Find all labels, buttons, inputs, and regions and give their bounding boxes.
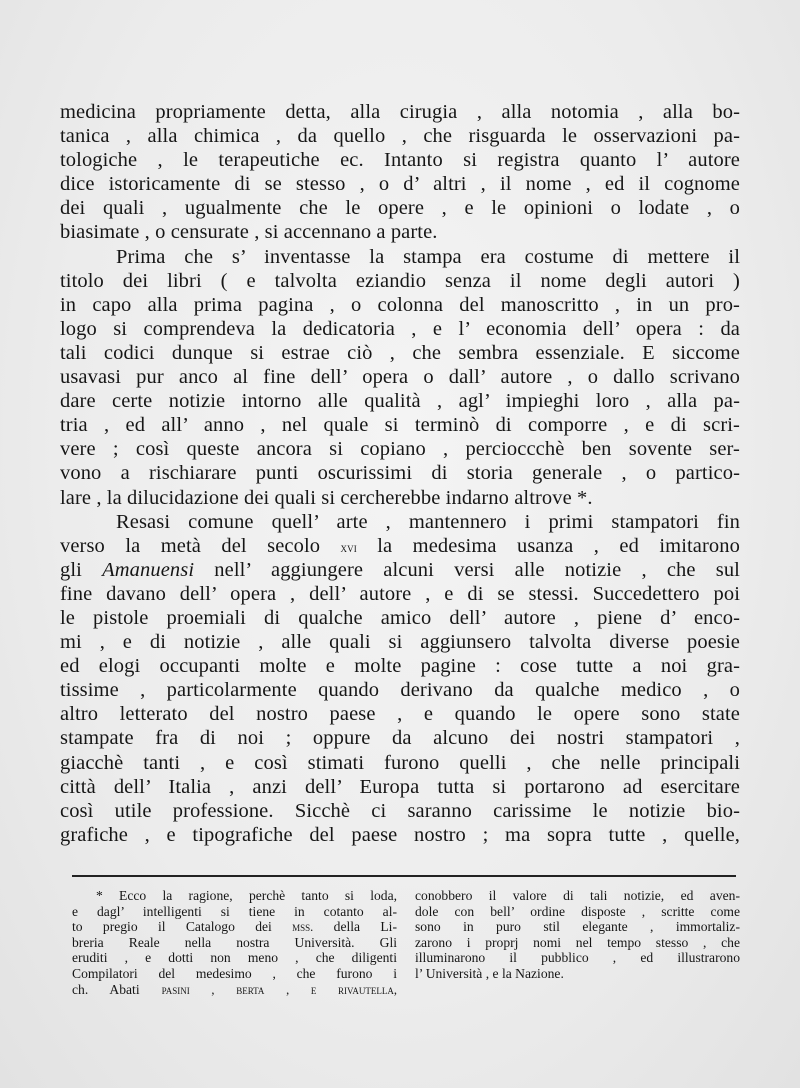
italic-word: Amanuensi: [102, 558, 195, 581]
footnote-line: breria Reale nella nostra Università. Gli: [72, 934, 397, 950]
text-line: città dell’ Italia , anzi dell’ Europa tutta si portarono ad esercitare: [60, 775, 740, 798]
text-line: tanica , alla chimica , da quello , che risguarda le osservazioni pa-: [60, 125, 740, 148]
text-line: giacchè tanti , e così stimati furono quelli , che nelle principali: [60, 751, 740, 774]
text-line: tria , ed all’ anno , nel quale si terminò di comporre , e di scri-: [60, 414, 740, 437]
abbreviation: mss.: [292, 920, 314, 935]
footnote-line: l’ Università , e la Nazione.: [415, 965, 564, 981]
footnote-line: [72, 982, 397, 998]
text-fragment: to pregio il Catalogo dei: [72, 919, 272, 935]
text-line: dei quali , ugualmente che le opere , e le opinioni o lodate , o: [60, 197, 740, 220]
text-fragment: verso la metà del secolo: [60, 534, 321, 557]
footnote-divider: [72, 875, 736, 877]
paragraph-start-line: Prima che s’ inventasse la stampa era costume di mettere il: [116, 245, 740, 268]
footnote-line: sono in puro stil elegante , immortaliz-: [415, 919, 740, 935]
footnote-line: dole con bell’ ordine disposte , scritte come: [415, 903, 740, 919]
text-line: medicina propriamente detta, alla cirugia , alla notomia , alla bo-: [60, 101, 740, 123]
text-line: stampate fra di noi ; oppure da alcuno dei nostri stampatori ,: [60, 727, 740, 750]
text-line: [60, 558, 740, 582]
text-line: vere ; così queste ancora si copiano , percioccchè ben sovente ser-: [60, 438, 740, 461]
footnote-line: * Ecco la ragione, perchè tanto si loda,: [96, 888, 397, 903]
footnote-line: eruditi , e dotti non meno , che diligenti: [72, 950, 397, 966]
author-names: pasini , berta , e rivautella,: [161, 982, 397, 997]
footnote-column-left: [72, 888, 397, 997]
text-fragment: della Li-: [333, 919, 397, 935]
text-line: così utile professione. Sicchè ci saranno carissime le notizie bio-: [60, 799, 740, 822]
text-fragment: nell’ aggiungere alcuni versi alle notizie , che sul: [214, 558, 740, 581]
text-line: ed elogi occupanti molte e molte pagine : cose tutte a noi gra-: [60, 655, 740, 678]
footnote-line: illuminarono il pubblico , ed illustrarono: [415, 950, 740, 966]
text-line: usavasi pur anco al fine dell’ opera o dall’ autore , o dallo scrivano: [60, 366, 740, 389]
text-line: lare , la dilucidazione dei quali si cercherebbe indarno altrove *.: [60, 486, 593, 509]
footnote-line: Compilatori del medesimo , che furono i: [72, 965, 397, 981]
text-line: tissime , particolarmente quando derivano da qualche medico , o: [60, 679, 740, 702]
footnote-line: zarono i proprj nomi nel tempo stesso , che: [415, 934, 740, 950]
text-fragment: la medesima usanza , ed imitarono: [377, 534, 740, 557]
text-line: le pistole proemiali di qualche amico dell’ autore , piene d’ enco-: [60, 606, 740, 629]
text-fragment: ch. Abati: [72, 981, 140, 997]
footnote-column-right: [415, 888, 740, 982]
roman-numeral: xvi: [340, 540, 357, 555]
text-line: biasimate , o censurate , si accennano a parte.: [60, 221, 438, 244]
text-line: in capo alla prima pagina , o colonna del manoscritto , in un pro-: [60, 293, 740, 316]
text-line: titolo dei libri ( e talvolta eziandio senza il nome degli autori ): [60, 269, 740, 292]
text-line: vono a rischiarare punti oscurissimi di storia generale , o partico-: [60, 462, 740, 485]
body-text: [60, 100, 740, 847]
footnote-line: [72, 919, 397, 935]
text-line: altro letterato del nostro paese , e quando le opere sono state: [60, 703, 740, 726]
footnote-line: e dagl’ intelligenti si tiene in cotanto al-: [72, 903, 397, 919]
text-line: tologiche , le terapeutiche ec. Intanto si registra quanto l’ autore: [60, 149, 740, 172]
text-line: tali codici dunque si estrae ciò , che sembra essenziale. E siccome: [60, 341, 740, 364]
text-fragment: gli: [60, 558, 82, 581]
text-line: [60, 534, 740, 558]
footnote-line: conobbero il valore di tali notizie, ed aven-: [415, 888, 740, 903]
paragraph-start-line: Resasi comune quell’ arte , mantennero i primi stampatori fin: [116, 510, 740, 533]
text-line: dice istoricamente di se stesso , o d’ altri , il nome , ed il cognome: [60, 173, 740, 196]
text-line: grafiche , e tipografiche del paese nostro ; ma sopra tutte , quelle,: [60, 823, 740, 846]
text-line: fine davano dell’ opera , dell’ autore , e di se stessi. Succedettero poi: [60, 582, 740, 605]
text-line: dare certe notizie intorno alle qualità , agl’ impieghi loro , alla pa-: [60, 390, 740, 413]
text-line: mi , e di notizie , alle quali si aggiunsero talvolta diverse poesie: [60, 631, 740, 654]
text-line: logo si comprendeva la dedicatoria , e l’ economia dell’ opera : da: [60, 317, 740, 340]
